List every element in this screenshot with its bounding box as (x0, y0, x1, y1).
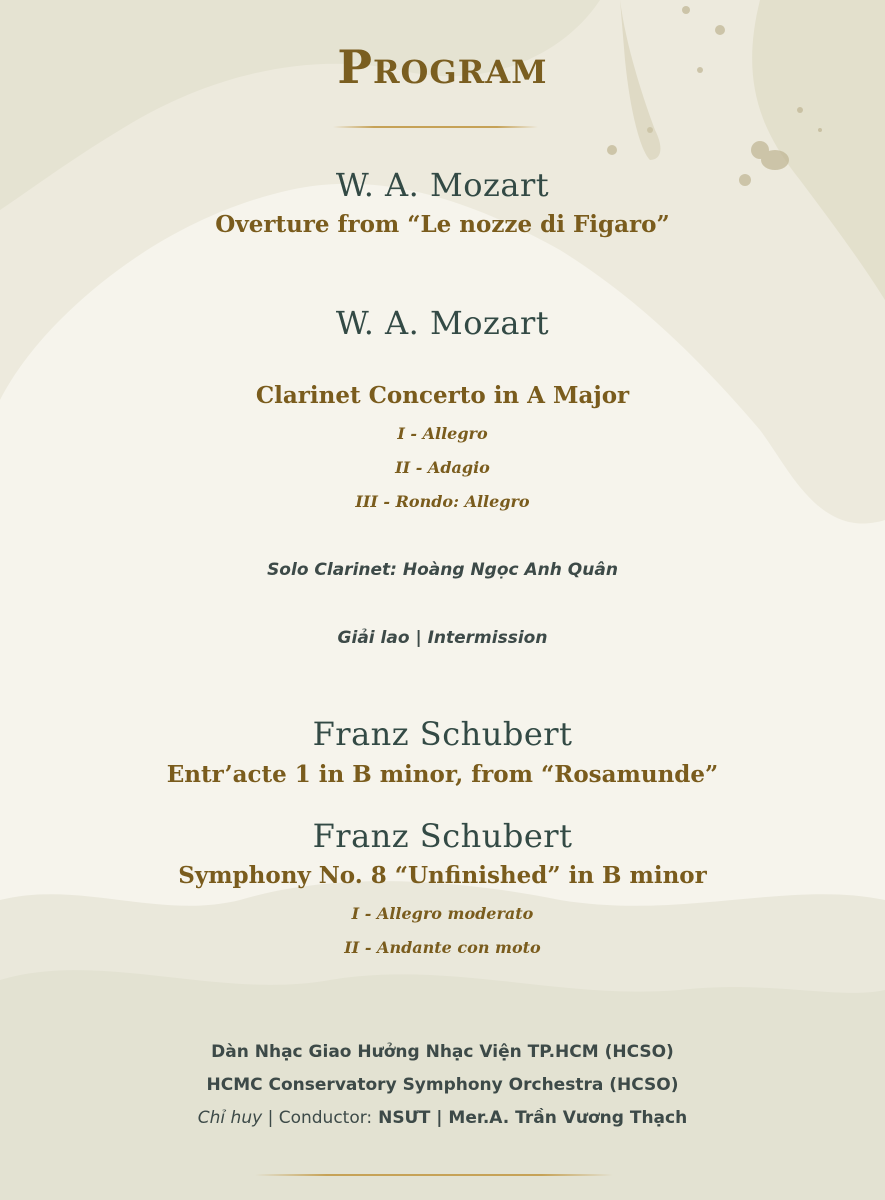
orchestra-name-en: HCMC Conservatory Symphony Orchestra (HCSO) (206, 1075, 679, 1095)
movement: II - Adagio (395, 458, 490, 477)
intermission-line: Giải lao | Intermission (337, 628, 548, 648)
work-title: Clarinet Concerto in A Major (255, 382, 630, 409)
soloist-line: Solo Clarinet: Hoàng Ngọc Anh Quân (267, 560, 618, 580)
work-title: Overture from “Le nozze di Figaro” (215, 211, 670, 238)
work-title: Symphony No. 8 “Unfinished” in B minor (178, 862, 707, 889)
movement: I - Allegro (397, 424, 488, 443)
composer-name: Franz Schubert (312, 817, 573, 855)
movement: II - Andante con moto (344, 938, 541, 957)
conductor-label-vi: Chỉ huy (197, 1108, 263, 1128)
orchestra-name-vi: Dàn Nhạc Giao Hưởng Nhạc Viện TP.HCM (HCSO) (211, 1042, 674, 1062)
page-title: Program (337, 40, 548, 94)
conductor-label-en: Conductor: (278, 1108, 373, 1128)
conductor-line (0, 1108, 885, 1128)
separator: | (262, 1108, 279, 1128)
work-title: Entr’acte 1 in B minor, from “Rosamunde” (166, 761, 719, 788)
title-divider (333, 126, 538, 128)
movement: I - Allegro moderato (351, 904, 534, 923)
composer-name: W. A. Mozart (335, 304, 550, 342)
footer-divider (255, 1174, 613, 1176)
movement: III - Rondo: Allegro (355, 492, 530, 511)
composer-name: W. A. Mozart (335, 166, 550, 204)
composer-name: Franz Schubert (312, 715, 573, 753)
conductor-name: NSƯT | Mer.A. Trần Vương Thạch (372, 1108, 688, 1128)
